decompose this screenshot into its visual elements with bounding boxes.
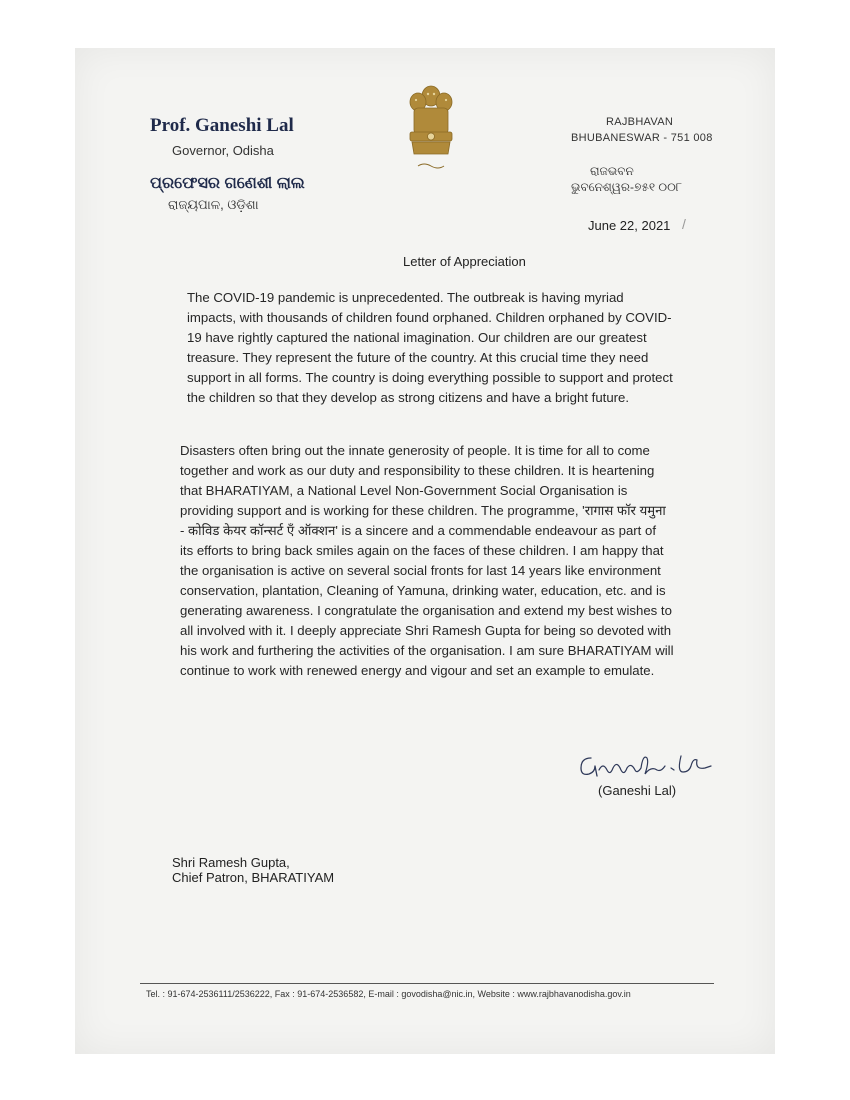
paragraph-line: Disasters often bring out the innate generosity of people. It is time for all to come xyxy=(180,443,650,458)
address-odia-line-2: ଭୁବନେଶ୍ୱର-୭୫୧ ୦୦୮ xyxy=(571,180,683,194)
paragraph-line: its efforts to bring back smiles again on the faces of these children. I am happy that xyxy=(180,543,664,558)
paragraph-line: the children so that they develop as strong citizens and have a bright future. xyxy=(187,390,630,405)
paragraph-line: providing support and is working for these children. The programme, 'रागास फॉर यमुना xyxy=(180,503,666,518)
pen-tick-mark: / xyxy=(682,216,686,232)
paragraph-line: together and work as our duty and responsibility to these children. It is heartening xyxy=(180,463,655,478)
letter-heading: Letter of Appreciation xyxy=(403,254,526,269)
body-paragraph-2 xyxy=(180,441,688,681)
recipient-title: Chief Patron, BHARATIYAM xyxy=(172,870,335,885)
address-line-2: BHUBANESWAR - 751 008 xyxy=(571,132,713,144)
paragraph-line: all involved with it. I deeply appreciate Shri Ramesh Gupta for being so devoted with xyxy=(180,623,672,638)
paragraph-line: continue to work with renewed energy and vigour and set an example to emulate. xyxy=(180,663,655,678)
sender-odia-title: ରାଜ୍ୟପାଳ, ଓଡ଼ିଶା xyxy=(168,197,259,212)
paragraph-line: his work and furthering the activities of the organisation. I am sure BHARATIYAM will xyxy=(180,643,674,658)
body-paragraph-1 xyxy=(187,288,686,408)
paragraph-line: generating awareness. I congratulate the organisation and extend my best wishes to xyxy=(180,603,672,618)
paragraph-line: that BHARATIYAM, a National Level Non-Government Social Organisation is xyxy=(180,483,628,498)
address-odia-line-1: ରାଜଭବନ xyxy=(590,164,634,178)
state-emblem-icon xyxy=(402,82,460,178)
footer-contact: Tel. : 91-674-2536111/2536222, Fax : 91-674-2536582, E-mail : govodisha@nic.in, Website : www.rajbhavanodisha.gov.in xyxy=(146,989,631,999)
letter-date: June 22, 2021 xyxy=(588,218,671,233)
handwritten-signature xyxy=(577,748,717,782)
signatory-name: (Ganeshi Lal) xyxy=(598,783,677,798)
recipient-name: Shri Ramesh Gupta, xyxy=(172,855,290,870)
paragraph-line: - कोविड केयर कॉन्सर्ट एँ ऑक्शन' is a sincere and a commendable endeavour as part of xyxy=(180,523,657,538)
sender-odia-name: ପ୍ରଫେସର ଗଣେଶୀ ଲାଲ xyxy=(150,175,305,192)
footer-divider xyxy=(140,983,714,984)
sender-title: Governor, Odisha xyxy=(172,143,274,158)
paragraph-line: conservation, plantation, Cleaning of Yamuna, drinking water, education, etc. and is xyxy=(180,583,666,598)
sender-name: Prof. Ganeshi Lal xyxy=(150,115,294,136)
paragraph-line: the organisation is active on several social fronts for last 14 years like environment xyxy=(180,563,661,578)
paragraph-line: 19 have rightly captured the national imagination. Our children are our greatest xyxy=(187,330,647,345)
paragraph-line: impacts, with thousands of children found orphaned. Children orphaned by COVID- xyxy=(187,310,672,325)
paragraph-line: treasure. They represent the future of the country. At this crucial time they need xyxy=(187,350,649,365)
paragraph-line: support in all forms. The country is doing everything possible to support and protect xyxy=(187,370,673,385)
paragraph-line: The COVID-19 pandemic is unprecedented. The outbreak is having myriad xyxy=(187,290,624,305)
address-line-1: RAJBHAVAN xyxy=(606,116,674,128)
